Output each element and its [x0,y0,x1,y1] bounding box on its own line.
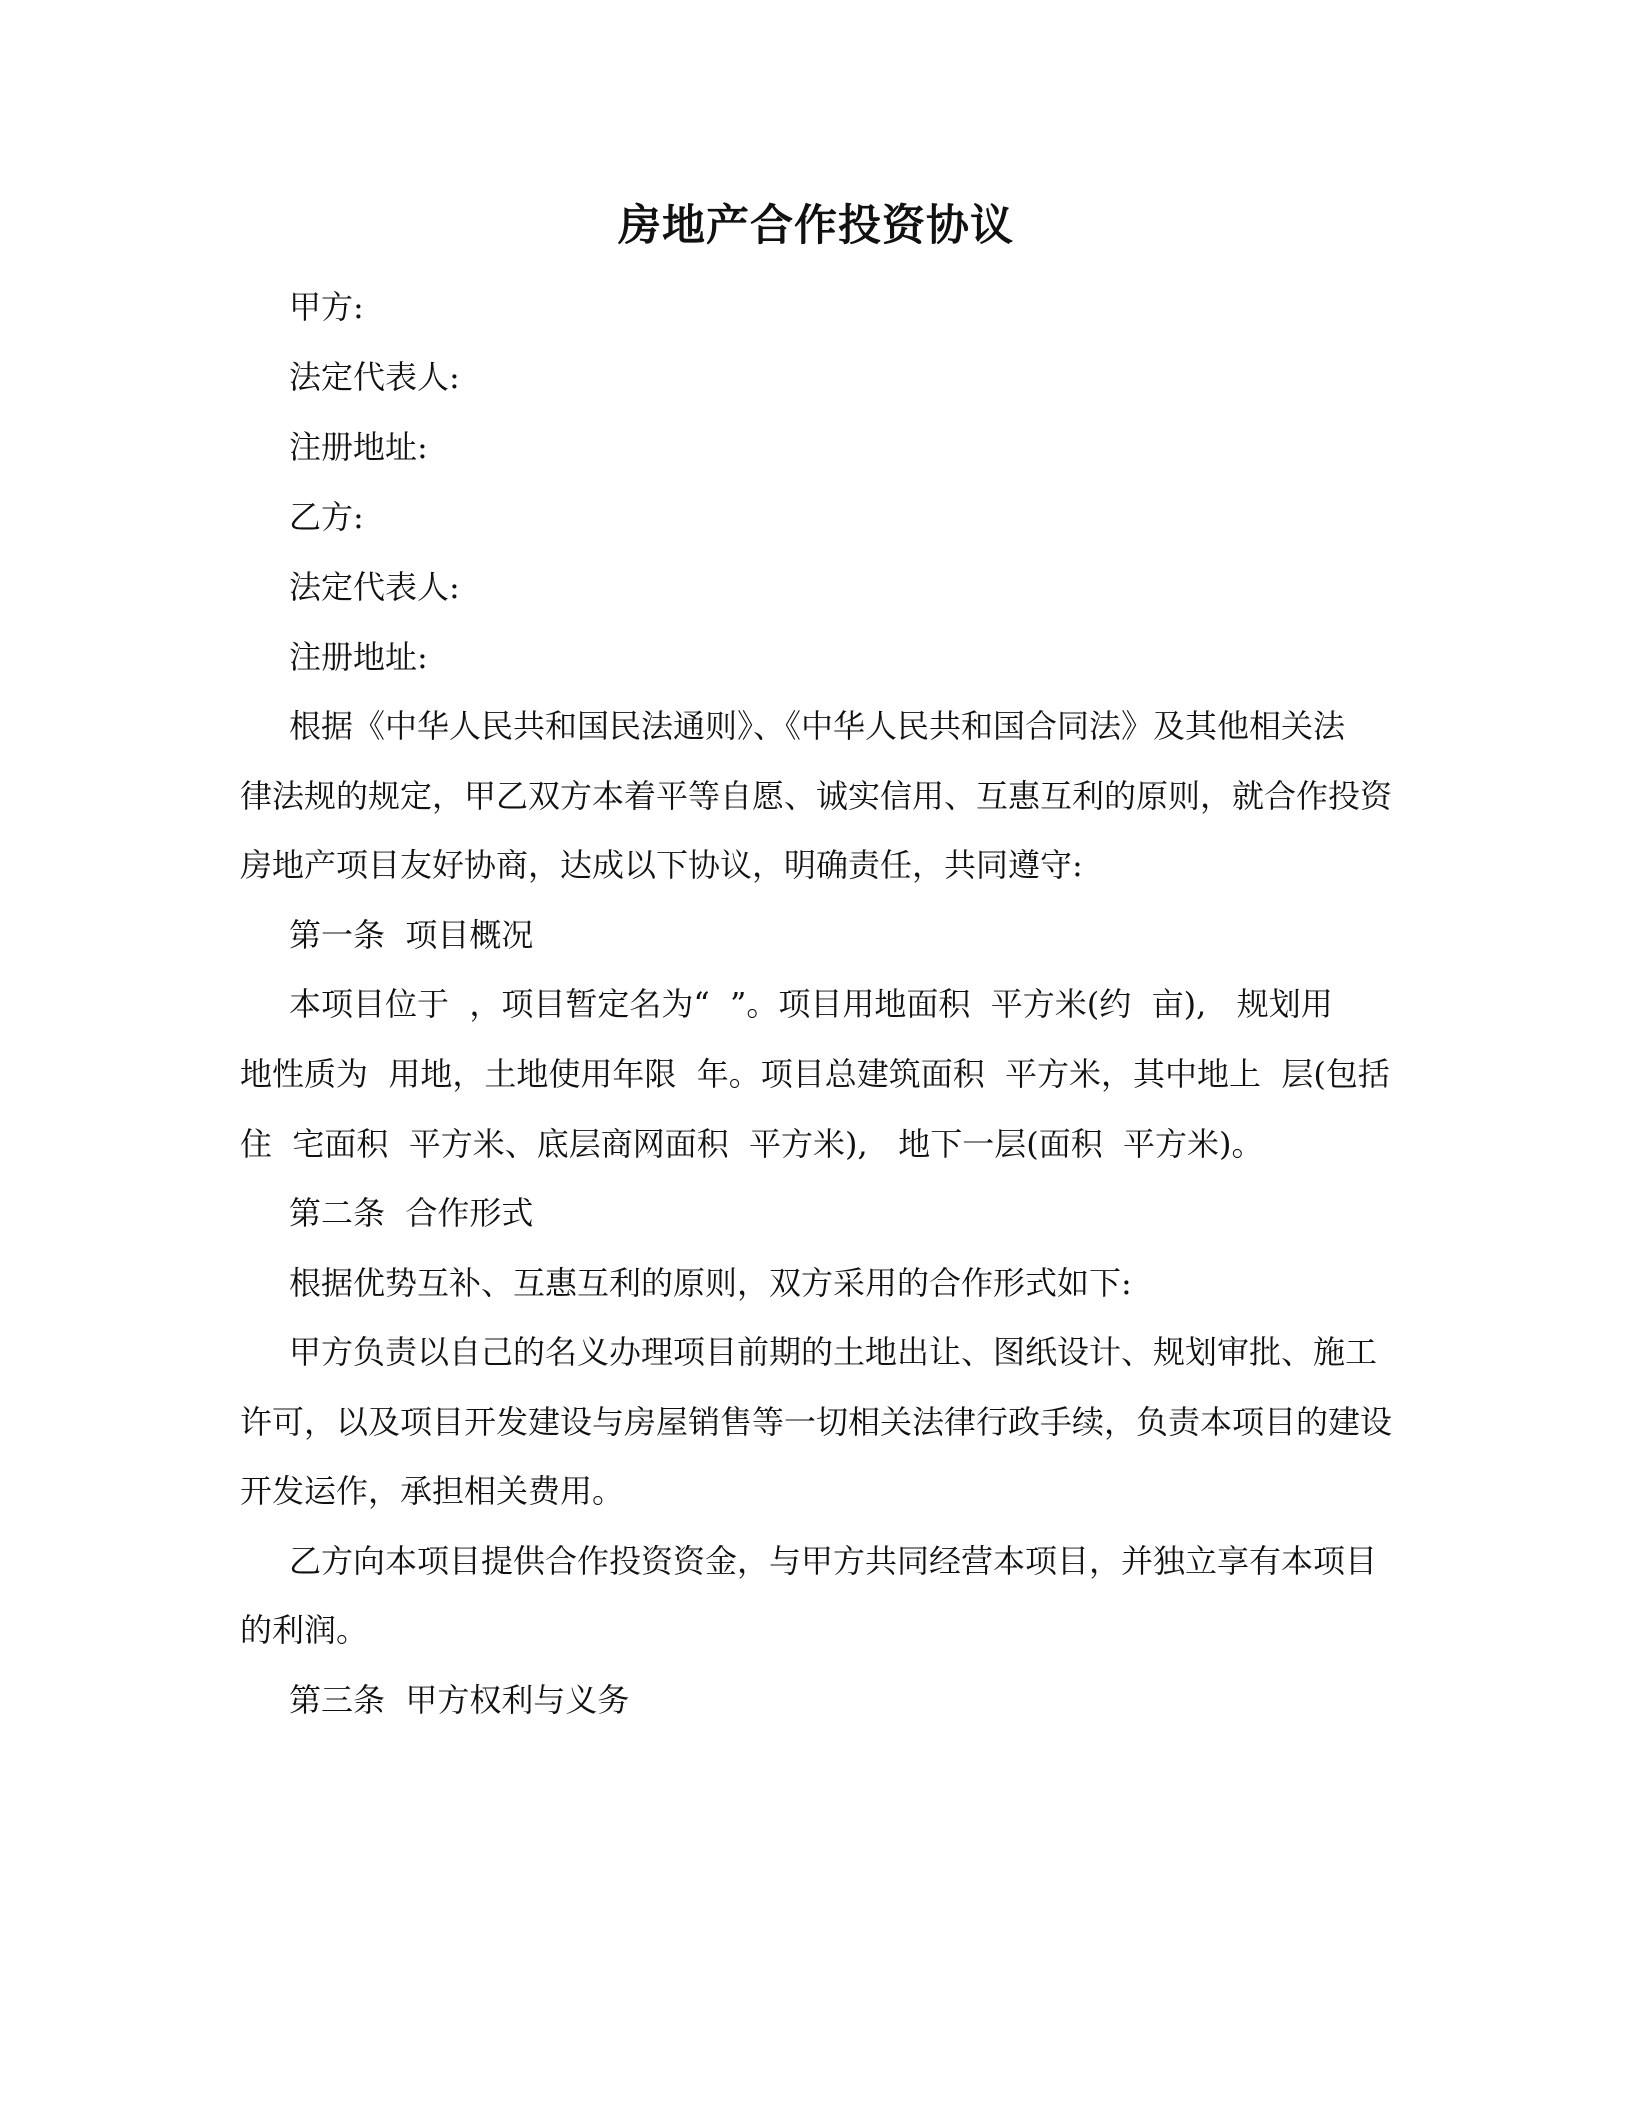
document-title: 房地产合作投资协议 [618,201,1014,251]
preamble-line-3: 房地产项目友好协商，达成以下协议，明确责任，共同遵守: [240,846,1083,884]
preamble-line-2: 律法规的规定，甲乙双方本着平等自愿、诚实信用、互惠互利的原则，就合作投资 [240,777,1393,815]
article-2-party-b-line-1: 乙方向本项目提供合作投资资金，与甲方共同经营本项目，并独立享有本项目 [289,1542,1378,1580]
article-1-line-3: 住 宅面积 平方米、底层商网面积 平方米), 地下一层(面积 平方米)。 [240,1125,1264,1163]
article-1-line-1: 本项目位于 ，项目暂定名为“ ”。项目用地面积 平方米(约 亩), 规划用 [289,985,1333,1023]
article-3-heading: 第三条 甲方权利与义务 [289,1681,630,1719]
article-2-party-a-line-2: 许可，以及项目开发建设与房屋销售等一切相关法律行政手续，负责本项目的建设 [240,1403,1393,1441]
party-a-label: 甲方: [289,288,364,326]
party-b-address-label: 注册地址: [289,638,428,676]
preamble-line-1: 根据《中华人民共和国民法通则》、《中华人民共和国合同法》及其他相关法 [289,707,1346,745]
article-2-party-a-line-1: 甲方负责以自己的名义办理项目前期的土地出让、图纸设计、规划审批、施工 [289,1333,1378,1371]
party-b-representative-label: 法定代表人: [289,568,460,606]
article-1-heading: 第一条 项目概况 [289,916,534,954]
party-a-address-label: 注册地址: [289,428,428,466]
article-2-party-b-line-2: 的利润。 [240,1611,369,1649]
article-2-party-a-line-3: 开发运作，承担相关费用。 [240,1472,625,1510]
article-2-heading: 第二条 合作形式 [289,1194,534,1232]
article-2-intro: 根据优势互补、互惠互利的原则，双方采用的合作形式如下: [289,1264,1132,1302]
article-1-line-2: 地性质为 用地，土地使用年限 年。项目总建筑面积 平方米，其中地上 层(包括 [240,1055,1390,1093]
party-b-label: 乙方: [289,498,364,536]
party-a-representative-label: 法定代表人: [289,358,460,396]
